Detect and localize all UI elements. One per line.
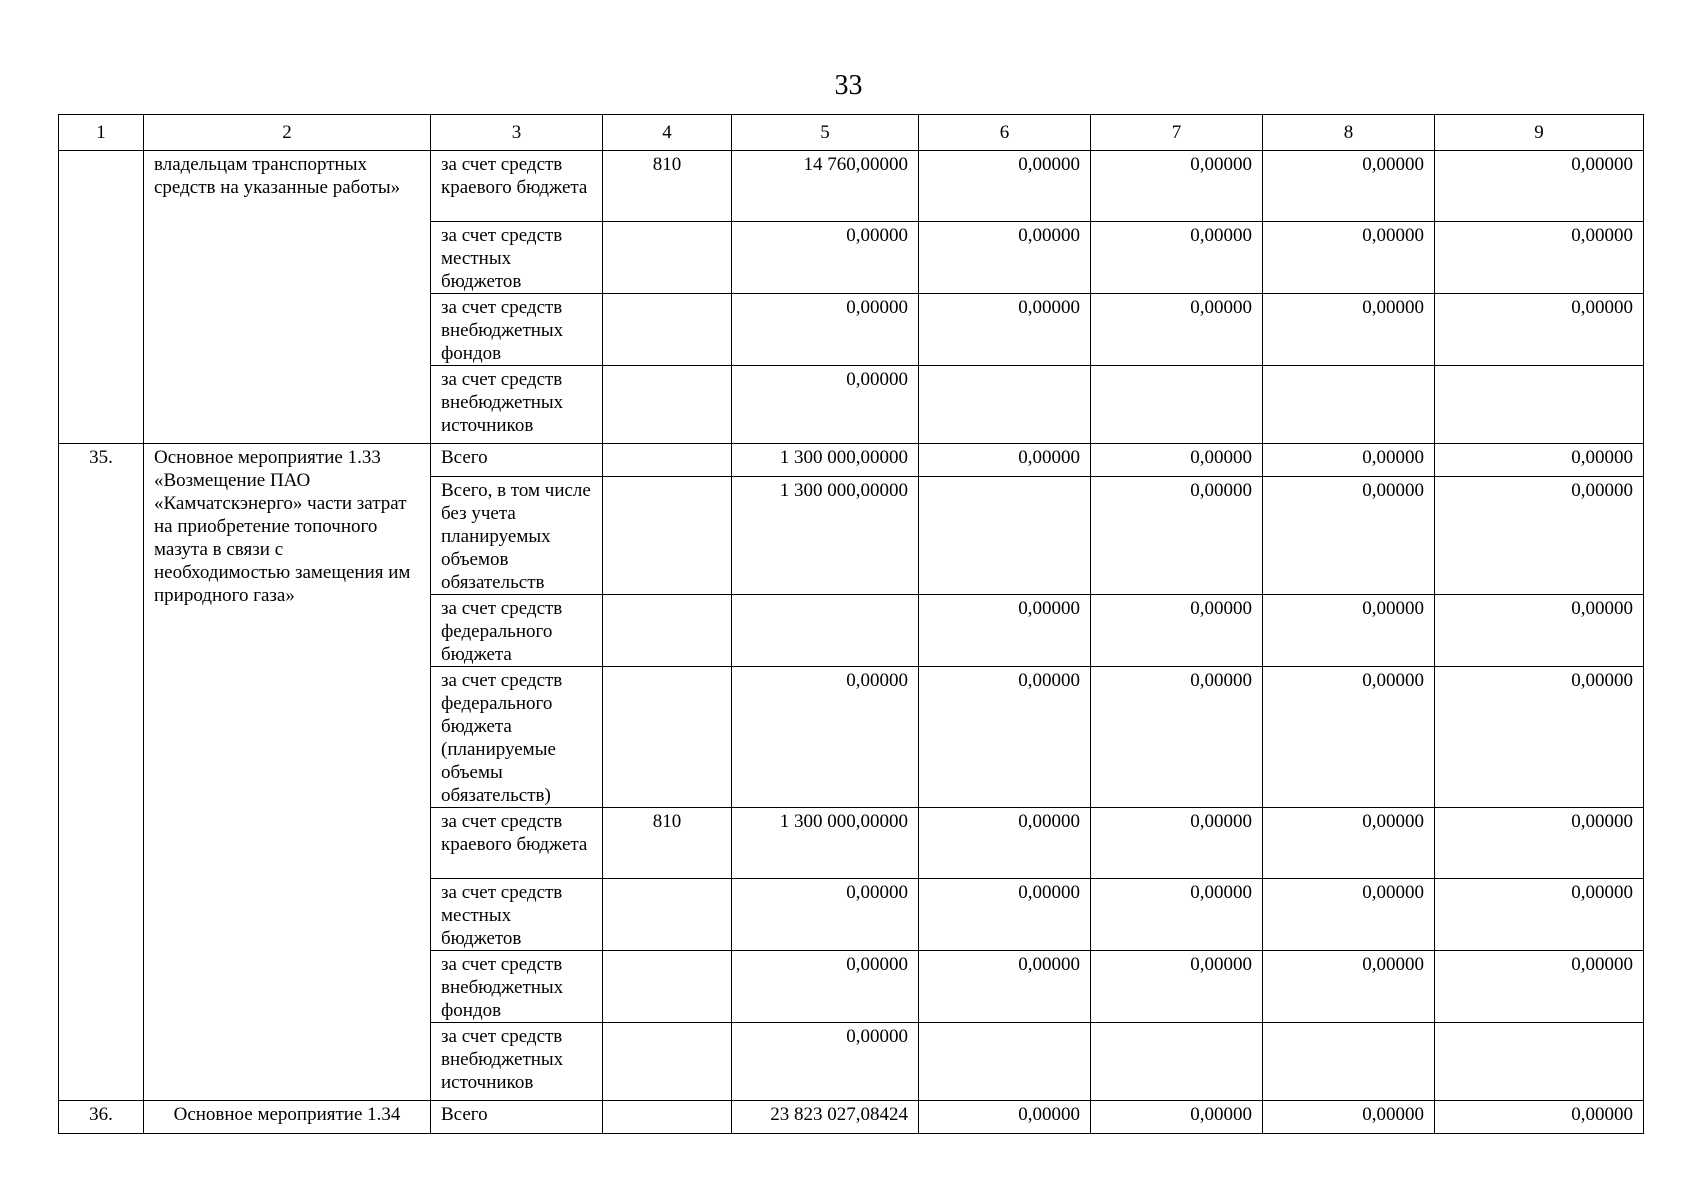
value-col-7: 0,00000: [1091, 667, 1263, 808]
value-col-9: 0,00000: [1435, 1101, 1644, 1134]
value-col-5: [732, 595, 919, 667]
value-col-7: 0,00000: [1091, 808, 1263, 879]
value-col-6: 0,00000: [919, 222, 1091, 294]
activity-name: владельцам транспортных средств на указанные работы»: [144, 151, 431, 444]
header-col-8: 8: [1263, 115, 1435, 151]
row-index: 35.: [59, 444, 144, 1101]
table-row: [59, 1101, 1644, 1134]
value-col-6: 0,00000: [919, 151, 1091, 222]
header-row: [59, 115, 1644, 151]
value-col-9: 0,00000: [1435, 879, 1644, 951]
table-row: [59, 444, 1644, 477]
header-col-3: 3: [431, 115, 603, 151]
value-col-5: 14 760,00000: [732, 151, 919, 222]
value-col-7: 0,00000: [1091, 444, 1263, 477]
funding-source: за счет средств краевого бюджета: [431, 808, 603, 879]
value-col-7: [1091, 366, 1263, 444]
value-col-8: 0,00000: [1263, 808, 1435, 879]
value-col-9: 0,00000: [1435, 477, 1644, 595]
value-col-5: 1 300 000,00000: [732, 808, 919, 879]
value-col-7: 0,00000: [1091, 595, 1263, 667]
value-col-9: 0,00000: [1435, 808, 1644, 879]
value-col-7: 0,00000: [1091, 222, 1263, 294]
value-col-5: 1 300 000,00000: [732, 444, 919, 477]
funding-source: Всего: [431, 444, 603, 477]
value-col-6: [919, 1023, 1091, 1101]
header-col-1: 1: [59, 115, 144, 151]
table-row: [59, 151, 1644, 222]
value-col-9: 0,00000: [1435, 151, 1644, 222]
value-col-7: 0,00000: [1091, 879, 1263, 951]
funding-source: за счет средств федерального бюджета (планируемые объемы обязательств): [431, 667, 603, 808]
value-col-6: 0,00000: [919, 879, 1091, 951]
budget-code: 810: [603, 808, 732, 879]
funding-source: за счет средств местных бюджетов: [431, 879, 603, 951]
budget-code: [603, 1023, 732, 1101]
budget-code: [603, 1101, 732, 1134]
value-col-7: 0,00000: [1091, 951, 1263, 1023]
value-col-5: 0,00000: [732, 951, 919, 1023]
value-col-5: 0,00000: [732, 667, 919, 808]
funding-source: Всего, в том числе без учета планируемых объемов обязательств: [431, 477, 603, 595]
value-col-9: [1435, 366, 1644, 444]
value-col-9: [1435, 1023, 1644, 1101]
budget-code: [603, 366, 732, 444]
value-col-9: 0,00000: [1435, 444, 1644, 477]
value-col-5: 0,00000: [732, 366, 919, 444]
value-col-6: 0,00000: [919, 951, 1091, 1023]
value-col-5: 0,00000: [732, 222, 919, 294]
value-col-6: 0,00000: [919, 595, 1091, 667]
header-col-2: 2: [144, 115, 431, 151]
value-col-7: [1091, 1023, 1263, 1101]
funding-source: за счет средств внебюджетных источников: [431, 366, 603, 444]
funding-source: за счет средств краевого бюджета: [431, 151, 603, 222]
budget-code: [603, 222, 732, 294]
value-col-5: 0,00000: [732, 879, 919, 951]
header-col-5: 5: [732, 115, 919, 151]
value-col-6: [919, 366, 1091, 444]
value-col-6: 0,00000: [919, 1101, 1091, 1134]
funding-source: за счет средств внебюджетных фондов: [431, 951, 603, 1023]
value-col-8: [1263, 366, 1435, 444]
value-col-8: 0,00000: [1263, 667, 1435, 808]
funding-source: за счет средств федерального бюджета: [431, 595, 603, 667]
value-col-5: 0,00000: [732, 1023, 919, 1101]
value-col-8: 0,00000: [1263, 477, 1435, 595]
budget-table: [58, 114, 1644, 1134]
value-col-6: 0,00000: [919, 808, 1091, 879]
row-index: 36.: [59, 1101, 144, 1134]
value-col-8: [1263, 1023, 1435, 1101]
value-col-5: 0,00000: [732, 294, 919, 366]
header-col-9: 9: [1435, 115, 1644, 151]
value-col-7: 0,00000: [1091, 294, 1263, 366]
header-col-4: 4: [603, 115, 732, 151]
value-col-8: 0,00000: [1263, 294, 1435, 366]
row-index: [59, 151, 144, 444]
value-col-5: 23 823 027,08424: [732, 1101, 919, 1134]
value-col-9: 0,00000: [1435, 294, 1644, 366]
value-col-7: 0,00000: [1091, 151, 1263, 222]
value-col-6: [919, 477, 1091, 595]
value-col-9: 0,00000: [1435, 595, 1644, 667]
budget-code: [603, 879, 732, 951]
page-number: 33: [834, 70, 863, 101]
value-col-8: 0,00000: [1263, 222, 1435, 294]
value-col-8: 0,00000: [1263, 595, 1435, 667]
budget-code: [603, 667, 732, 808]
value-col-9: 0,00000: [1435, 222, 1644, 294]
budget-code: [603, 595, 732, 667]
budget-code: [603, 477, 732, 595]
funding-source: за счет средств внебюджетных фондов: [431, 294, 603, 366]
value-col-9: 0,00000: [1435, 667, 1644, 808]
funding-source: за счет средств внебюджетных источников: [431, 1023, 603, 1101]
value-col-9: 0,00000: [1435, 951, 1644, 1023]
header-col-7: 7: [1091, 115, 1263, 151]
value-col-8: 0,00000: [1263, 879, 1435, 951]
value-col-6: 0,00000: [919, 667, 1091, 808]
header-col-6: 6: [919, 115, 1091, 151]
value-col-8: 0,00000: [1263, 1101, 1435, 1134]
value-col-8: 0,00000: [1263, 444, 1435, 477]
activity-name: Основное мероприятие 1.33 «Возмещение ПАО «Камчатскэнерго» части затрат на приобретение топочного мазута в связи с необходимостью замещения им природного газа»: [144, 444, 431, 1101]
value-col-8: 0,00000: [1263, 151, 1435, 222]
budget-code: 810: [603, 151, 732, 222]
value-col-7: 0,00000: [1091, 1101, 1263, 1134]
funding-source: Всего: [431, 1101, 603, 1134]
value-col-7: 0,00000: [1091, 477, 1263, 595]
value-col-8: 0,00000: [1263, 951, 1435, 1023]
activity-name: Основное мероприятие 1.34: [144, 1101, 431, 1134]
value-col-6: 0,00000: [919, 294, 1091, 366]
budget-code: [603, 444, 732, 477]
budget-code: [603, 294, 732, 366]
value-col-6: 0,00000: [919, 444, 1091, 477]
value-col-5: 1 300 000,00000: [732, 477, 919, 595]
funding-source: за счет средств местных бюджетов: [431, 222, 603, 294]
budget-code: [603, 951, 732, 1023]
